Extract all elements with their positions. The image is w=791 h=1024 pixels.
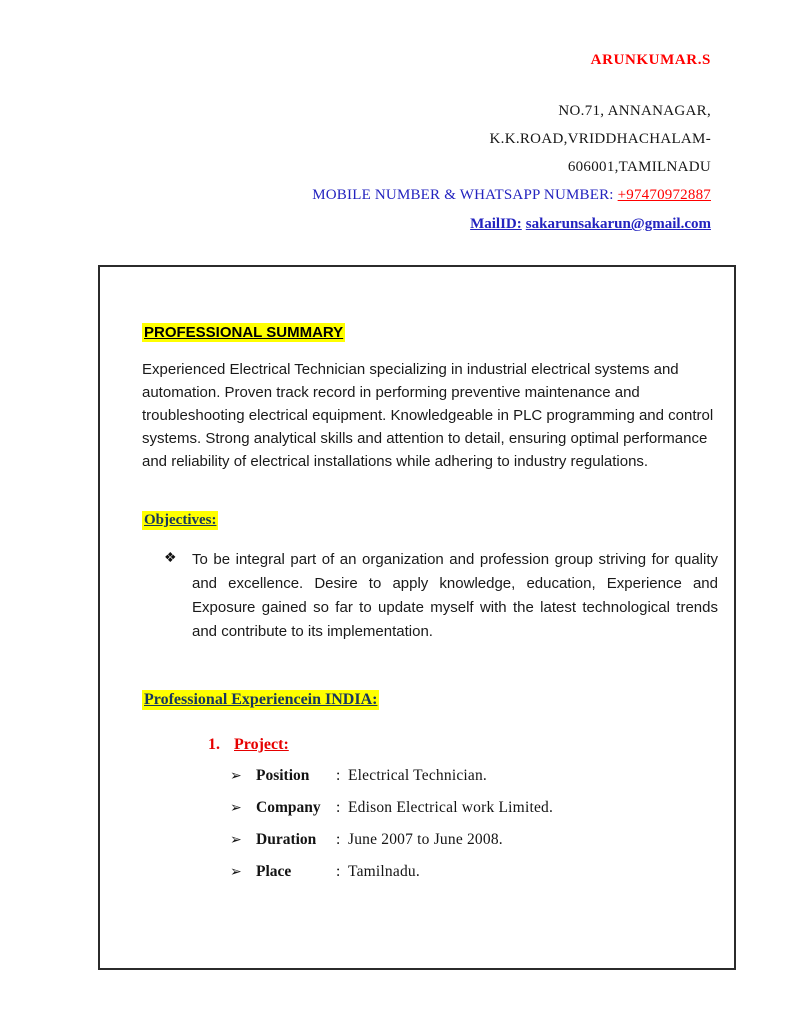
arrow-bullet-icon: ➢ bbox=[230, 801, 242, 816]
professional-summary-heading: PROFESSIONAL SUMMARY bbox=[144, 324, 344, 341]
arrow-bullet-icon: ➢ bbox=[230, 865, 242, 880]
candidate-name: ARUNKUMAR.S bbox=[590, 52, 711, 68]
field-separator: : bbox=[336, 767, 341, 784]
experience-row-position bbox=[142, 766, 724, 786]
arrow-bullet-icon: ➢ bbox=[230, 769, 242, 784]
diamond-bullet-icon: ❖ bbox=[164, 551, 177, 566]
professional-summary-text: Experienced Electrical Technician specializing in industrial electrical systems and automation. Proven track record in performing preventive maintenance and troubleshooting electrical equipment. Knowledgeable in PLC programming and control systems. Strong analytical skills and attention to detail, ensuring optimal performance and reliability of electrical installations while adhering to industry regulations. bbox=[142, 361, 714, 470]
objectives-heading: Objectives: bbox=[144, 512, 217, 528]
mobile-line bbox=[312, 181, 711, 210]
field-value: Tamilnadu. bbox=[348, 863, 420, 880]
project-number: 1. bbox=[208, 736, 220, 753]
field-value: Edison Electrical work Limited. bbox=[348, 799, 554, 816]
objective-item bbox=[142, 548, 718, 644]
address-line-3: 606001,TAMILNADU bbox=[567, 159, 711, 175]
field-label: Duration bbox=[256, 831, 317, 848]
content-box bbox=[98, 265, 736, 970]
email-label: MailID: bbox=[470, 216, 522, 232]
email-line[interactable] bbox=[312, 210, 711, 239]
arrow-bullet-icon: ➢ bbox=[230, 833, 242, 848]
experience-row-duration bbox=[142, 830, 724, 850]
address-line-1: NO.71, ANNANAGAR, bbox=[558, 103, 711, 119]
field-separator: : bbox=[336, 799, 341, 816]
field-label: Place bbox=[256, 863, 292, 880]
field-value: June 2007 to June 2008. bbox=[348, 831, 503, 848]
address-line-2: K.K.ROAD,VRIDDHACHALAM- bbox=[489, 131, 711, 147]
field-label: Position bbox=[256, 767, 310, 784]
professional-experience-heading: Professional Experiencein INDIA: bbox=[144, 691, 378, 708]
objective-text: To be integral part of an organization and profession group striving for quality and excellence. Desire to apply knowledge, education, Experience and Exposure gained so far to update myself with the latest technological trends and contribute to its implementation. bbox=[192, 551, 718, 640]
project-heading-row bbox=[142, 736, 724, 754]
phone-number-link[interactable]: +97470972887 bbox=[617, 187, 711, 203]
experience-row-place bbox=[142, 862, 724, 882]
field-separator: : bbox=[336, 831, 341, 848]
field-value: Electrical Technician. bbox=[348, 767, 488, 784]
contact-header bbox=[312, 52, 711, 239]
field-label: Company bbox=[256, 799, 321, 816]
email-address-link[interactable]: sakarunsakarun@gmail.com bbox=[525, 216, 711, 232]
project-label: Project: bbox=[234, 736, 289, 753]
field-separator: : bbox=[336, 863, 341, 880]
experience-row-company bbox=[142, 798, 724, 818]
mobile-label: MOBILE NUMBER & WHATSAPP NUMBER: bbox=[312, 187, 614, 203]
